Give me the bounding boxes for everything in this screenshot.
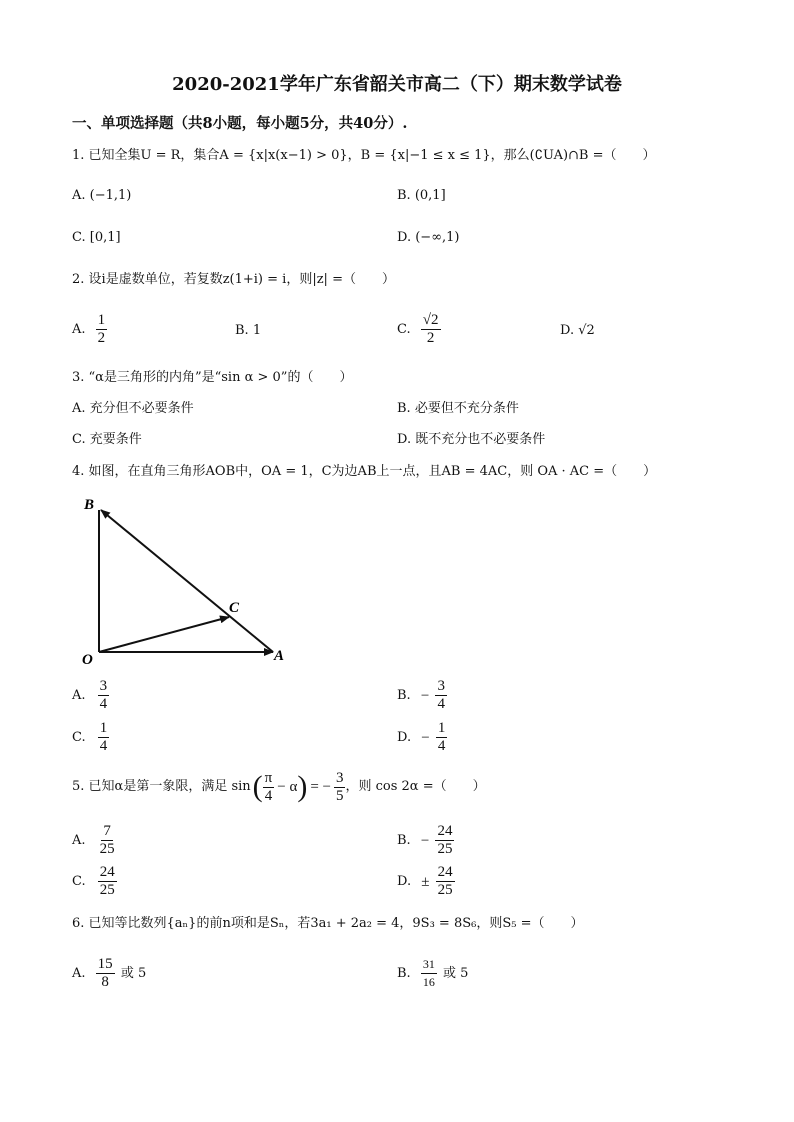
fraction-numerator: √2 (422, 312, 439, 328)
q4-option-d-label: D. (397, 729, 412, 745)
close-paren: ) (297, 770, 308, 803)
q5-option-b-fraction (435, 823, 454, 858)
q2-option-c-label: C. (397, 321, 411, 337)
right-triangle-figure (70, 492, 300, 672)
q5-option-c[interactable] (72, 864, 117, 899)
fraction-numerator: 1 (99, 720, 108, 736)
q5-option-c-label: C. (72, 873, 86, 889)
q6-option-a-label: A. (72, 965, 86, 981)
fraction-numerator: 3 (335, 769, 344, 786)
q4-option-b[interactable] (397, 678, 447, 713)
fraction-numerator: 24 (437, 864, 453, 880)
q6-option-b-suffix: 或 5 (442, 965, 469, 981)
fraction-numerator: 1 (97, 312, 106, 328)
fraction-numerator: 15 (97, 956, 113, 972)
q1-option-b[interactable]: B. (0,1] (397, 188, 446, 203)
question-2-text: 2. 设i是虚数单位，若复数z(1+i) = i，则|z| =（ ） (72, 272, 395, 287)
fraction-denominator: 25 (99, 841, 115, 857)
vector-oc (99, 617, 229, 652)
page-title: 2020-2021学年广东省韶关市高二（下）期末数学试卷 (172, 74, 622, 95)
q2-option-a[interactable] (72, 312, 107, 347)
q6-option-a[interactable] (72, 956, 146, 991)
label-b: B (84, 497, 95, 513)
section-heading: 一、单项选择题（共8小题，每小题5分，共40分）. (72, 115, 408, 132)
q6-option-b-fraction (421, 956, 437, 991)
q5-rhs-fraction (334, 770, 346, 805)
fraction-denominator: 25 (437, 841, 453, 857)
q5-option-b-sign: − (420, 832, 430, 849)
q4-option-d-sign: − (421, 729, 430, 746)
fraction-denominator: 25 (99, 882, 115, 898)
q2-option-b[interactable]: B. 1 (235, 323, 262, 338)
q4-option-d[interactable] (397, 720, 447, 755)
fraction-denominator: 4 (437, 696, 445, 712)
q4-option-c-fraction (98, 720, 110, 755)
q3-option-d[interactable]: D. 既不充分也不必要条件 (397, 432, 546, 447)
q2-option-a-label: A. (72, 321, 86, 337)
q6-option-b-label: B. (397, 965, 411, 981)
q5-equals: = − (310, 779, 331, 795)
fraction-numerator: 1 (437, 720, 446, 736)
q2-option-c-fraction (421, 312, 441, 347)
fraction-denominator: 4 (264, 787, 273, 804)
fraction-denominator: 8 (101, 974, 109, 990)
q5-option-d-sign: ± (421, 873, 430, 890)
open-paren: ( (252, 770, 263, 803)
question-6-text: 6. 已知等比数列{aₙ}的前n项和是Sₙ，若3a₁ + 2a₂ = 4，9S₃ = 8S₆，则S₅ =（ ） (72, 916, 584, 931)
question-3-text: 3. “α是三角形的内角”是“sin α > 0”的（ ） (72, 370, 353, 385)
question-5-text (72, 764, 486, 810)
q4-option-b-fraction (435, 678, 447, 713)
q4-option-c[interactable] (72, 720, 109, 755)
q5-argument-fraction (263, 770, 275, 805)
fraction-denominator: 25 (437, 882, 453, 898)
q3-option-a[interactable]: A. 充分但不必要条件 (72, 401, 194, 416)
label-o: O (82, 652, 93, 668)
q1-option-c[interactable]: C. [0,1] (72, 230, 121, 245)
q5-option-a-fraction (98, 823, 117, 858)
q5-option-a-label: A. (72, 832, 86, 848)
question-4-text: 4. 如图，在直角三角形AOB中，OA = 1，C为边AB上一点，且AB = 4AC，则 OA · AC =（ ） (72, 464, 657, 479)
q5-option-d-fraction (436, 864, 455, 899)
q5-option-b-label: B. (397, 832, 411, 848)
q5-option-d-label: D. (397, 873, 412, 889)
fraction-numerator: 31 (421, 956, 437, 974)
label-c: C (229, 600, 240, 616)
q2-option-a-fraction (96, 312, 108, 347)
fraction-denominator: 4 (99, 738, 108, 754)
q1-option-d[interactable]: D. (−∞,1) (397, 230, 460, 245)
q4-option-d-fraction (436, 720, 448, 755)
fraction-denominator: 4 (437, 738, 446, 754)
q5-text-post: ，则 cos 2α =（ ） (345, 779, 486, 794)
label-a: A (274, 648, 285, 664)
q5-text-pre: 5. 已知α是第一象限，满足 sin (72, 779, 251, 794)
q4-option-b-sign: − (420, 687, 430, 704)
segment-ab (101, 510, 273, 652)
q6-option-a-suffix: 或 5 (120, 965, 147, 981)
fraction-numerator: π (264, 769, 273, 786)
q4-option-a[interactable] (72, 678, 109, 713)
fraction-denominator: 2 (426, 330, 435, 346)
q6-option-b[interactable] (397, 956, 468, 991)
q3-option-b[interactable]: B. 必要但不充分条件 (397, 401, 519, 416)
q4-option-a-fraction (98, 678, 110, 713)
fraction-numerator: 24 (99, 864, 115, 880)
fraction-numerator: 24 (437, 823, 453, 839)
fraction-denominator: 2 (97, 330, 106, 346)
fraction-numerator: 7 (103, 823, 111, 839)
q1-option-a[interactable]: A. (−1,1) (72, 188, 132, 203)
q5-option-a[interactable] (72, 823, 117, 858)
q4-option-b-label: B. (397, 687, 411, 703)
q5-option-c-fraction (98, 864, 117, 899)
fraction-denominator: 4 (99, 696, 108, 712)
q4-option-a-label: A. (72, 687, 86, 703)
q5-option-b[interactable] (397, 823, 454, 858)
q2-option-c[interactable] (397, 312, 441, 347)
fraction-denominator: 16 (422, 975, 435, 989)
q5-arg-tail: − α (277, 779, 298, 795)
q2-option-d[interactable]: D. √2 (560, 323, 595, 338)
fraction-numerator: 3 (437, 678, 445, 694)
q6-option-a-fraction (96, 956, 115, 991)
q4-option-c-label: C. (72, 729, 86, 745)
q3-option-c[interactable]: C. 充要条件 (72, 432, 142, 447)
fraction-numerator: 3 (99, 678, 108, 694)
fraction-denominator: 5 (335, 787, 344, 804)
question-1-text: 1. 已知全集U = R，集合A = {x|x(x−1) > 0}，B = {x|−1 ≤ x ≤ 1}，那么(∁UA)∩B =（ ） (72, 148, 656, 163)
q5-option-d[interactable] (397, 864, 455, 899)
